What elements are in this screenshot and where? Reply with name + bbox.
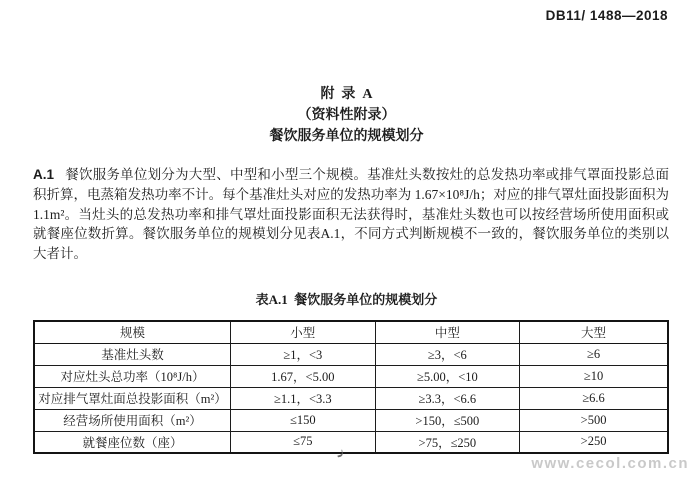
table-header-row [34, 321, 668, 343]
scan-artifact [336, 449, 343, 457]
clause-text: 餐饮服务单位划分为大型、中型和小型三个规模。基准灶头数按灶的总发热功率或排气罩面投影总面积折算，电蒸箱发热功率不计。每个基准灶头对应的发热功率为 1.67×10⁸J/h；对应的排气罩灶面投影面积为 1.1m²。当灶头的总发热功率和排气罩灶面投影面积无法获得时，基准灶头数也可以按经营场所使用面积或就餐座位数折算。餐饮服务单位的规模划分见表A.1，不同方式判断规模不一致的，餐饮服务单位的类别以大者计。 [33, 167, 669, 262]
table-header-large: 大型 [520, 321, 668, 343]
table-row [34, 387, 668, 409]
watermark: www.cecol.com.cn [531, 455, 689, 472]
table-cell: ≥1.1，<3.3 [231, 387, 376, 409]
clause-a1 [33, 165, 669, 264]
table-cell: >75，≤250 [375, 431, 520, 453]
table-row [34, 343, 668, 365]
table-cell: >250 [520, 431, 668, 453]
appendix-type: （资料性附录） [297, 108, 396, 123]
table-header-medium: 中型 [375, 321, 520, 343]
table-header-scale: 规模 [34, 321, 231, 343]
table-row [34, 409, 668, 431]
table-cell: ≥10 [520, 365, 668, 387]
table-caption: 表A.1 餐饮服务单位的规模划分 [255, 292, 438, 307]
standard-number: DB11/ 1488—2018 [545, 8, 668, 23]
table-cell: ≥1，<3 [231, 343, 376, 365]
row-label: 对应灶头总功率（10⁸J/h） [34, 365, 231, 387]
table-cell: 1.67，<5.00 [231, 365, 376, 387]
clause-label: A.1 [33, 167, 55, 182]
table-row [34, 365, 668, 387]
table-cell: ≤150 [231, 409, 376, 431]
table-cell: >500 [520, 409, 668, 431]
table-row [34, 431, 668, 453]
scale-table [33, 320, 669, 454]
appendix-subject: 餐饮服务单位的规模划分 [269, 129, 424, 144]
table-cell: ≥6 [520, 343, 668, 365]
row-label: 基准灶头数 [34, 343, 231, 365]
table-cell: ≥3，<6 [375, 343, 520, 365]
appendix-title: 附 录 A [320, 87, 373, 102]
table-cell: ≥5.00，<10 [375, 365, 520, 387]
table-cell: ≤75 [231, 431, 376, 453]
appendix-title-block [0, 84, 693, 147]
row-label: 对应排气罩灶面总投影面积（m²） [34, 387, 231, 409]
table-cell: ≥6.6 [520, 387, 668, 409]
table-cell: >150，≤500 [375, 409, 520, 431]
row-label: 就餐座位数（座） [34, 431, 231, 453]
table-header-small: 小型 [231, 321, 376, 343]
row-label: 经营场所使用面积（m²） [34, 409, 231, 431]
table-cell: ≥3.3，<6.6 [375, 387, 520, 409]
